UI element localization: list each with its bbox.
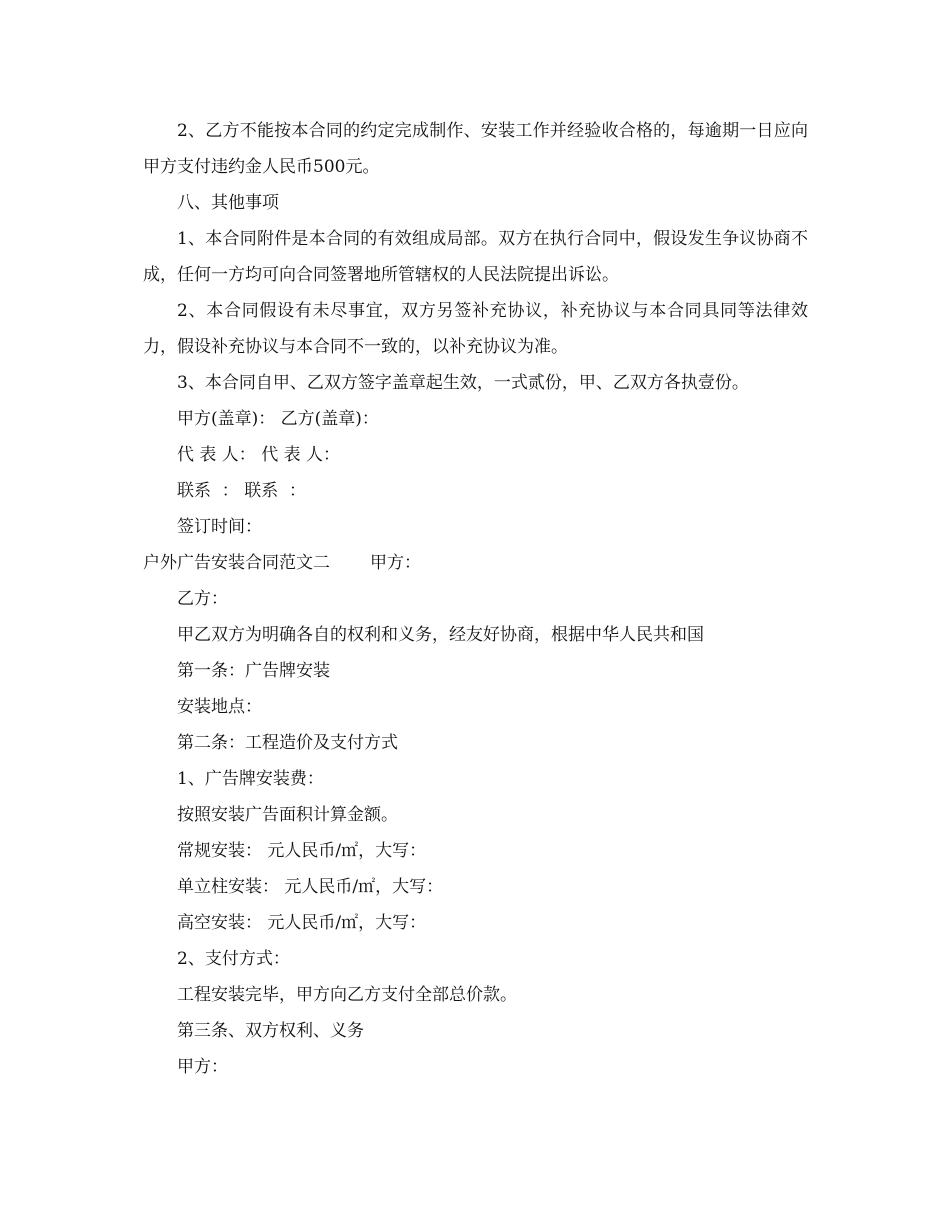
fee-basis-line: 按照安装广告面积计算金额。 [177,805,398,825]
payment-method-heading: 2、支付方式： [177,949,290,969]
second-contract-party-a: 甲方： [370,553,421,573]
preamble-paragraph: 甲乙双方为明确各自的权利和义务，经友好协商，根据中华人民共和国 [177,625,704,645]
regular-install-price-line: 常规安装： 元人民币/㎡，大写： [177,841,427,861]
signature-contact-line: 联系 ： 联系 ： [177,481,307,501]
high-altitude-install-price-line: 高空安装： 元人民币/㎡，大写： [177,913,427,933]
section-heading-other-matters: 八、其他事项 [177,193,279,213]
install-location-line: 安装地点： [177,697,262,717]
paragraph-penalty: 2、乙方不能按本合同的约定完成制作、安装工作并经验收合格的，每逾期一日应向甲方支付违约金人民币500元。 [143,121,808,177]
party-a-duties-line: 甲方： [177,1057,228,1077]
second-contract-heading [143,545,808,581]
paragraph-dispute: 1、本合同附件是本合同的有效组成局部。双方在执行合同中，假设发生争议协商不成，任何一方均可向合同签署地所管辖权的人民法院提出诉讼。 [143,229,808,285]
single-pole-install-price-line: 单立柱安装： 元人民币/㎡，大写： [177,877,444,897]
payment-method-line: 工程安装完毕，甲方向乙方支付全部总价款。 [177,985,517,1005]
second-contract-title: 户外广告安装合同范文二 [143,553,330,573]
signature-seal-line: 甲方(盖章)： 乙方(盖章)： [177,409,379,429]
paragraph-supplement: 2、本合同假设有未尽事宜，双方另签补充协议，补充协议与本合同具同等法律效力，假设补充协议与本合同不一致的，以补充协议为准。 [143,301,808,357]
install-fee-line: 1、广告牌安装费： [177,769,324,789]
article-one-heading: 第一条：广告牌安装 [177,661,330,681]
party-b-line: 乙方： [177,589,228,609]
article-three-heading: 第三条、双方权利、义务 [177,1021,364,1041]
signature-representative-line: 代 表 人： 代 表 人： [177,445,341,465]
signature-date-line: 签订时间： [177,517,262,537]
document-body [143,113,808,1085]
article-two-heading: 第二条：工程造价及支付方式 [177,733,398,753]
paragraph-effective: 3、本合同自甲、乙双方签字盖章起生效，一式贰份，甲、乙双方各执壹份。 [177,373,749,393]
